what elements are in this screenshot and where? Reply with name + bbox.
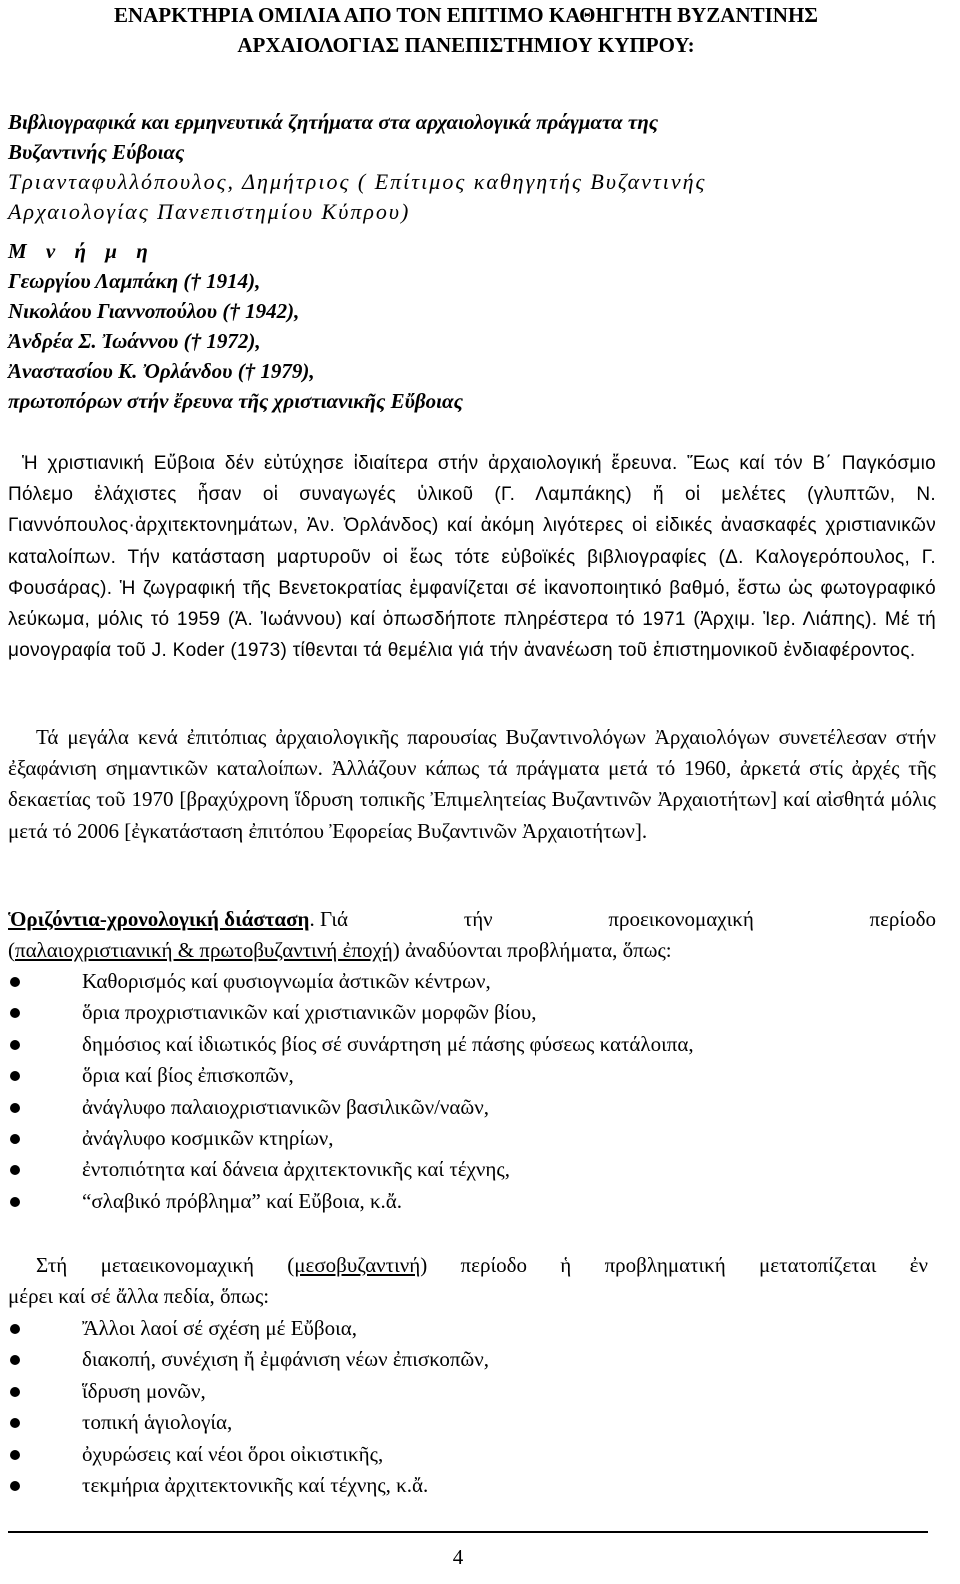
bullet-icon	[10, 1134, 20, 1144]
bullet-icon	[10, 1008, 20, 1018]
paragraph-text: Τά μεγάλα κενά ἐπιτόπιας ἀρχαιολογικῆς παρουσίας Βυζαντινολόγων Ἀρχαιολόγων συνετέλεσαν στήν ἐξαφάνιση σημαντικῶν καταλοίπων. Ἀλλάζουν κάπως τά πράγματα μετά τό 1960, ἀρκετά στίς ἀρχές τῆς δεκαετίας τοῦ 1970 [βραχύχρονη ἵδρυση τοπικῆς Ἐπιμελητείας Βυζαντινῶν Ἀρχαιοτήτων] καί αἰσθητά μόλις μετά τό 2006 [ἐγκατάσταση ἐπιτόπου Ἐφορείας Βυζαντινῶν Ἀρχαιοτήτων].	[8, 725, 936, 843]
bullet-icon	[10, 1324, 20, 1334]
list-item: τοπική ἁγιολογία,	[8, 1407, 928, 1438]
bullet-icon	[10, 1103, 20, 1113]
bullet-icon	[10, 1481, 20, 1491]
article-title-line-1: Βιβλιογραφικά και ερμηνευτικά ζητήματα στα αρχαιολογικά πράγματα της	[8, 110, 659, 134]
list-item: τεκμήρια ἀρχιτεκτονικῆς καί τέχνης, κ.ἄ.	[8, 1470, 928, 1501]
list-item: ὅρια προχριστιανικῶν καί χριστιανικῶν μορφῶν βίου,	[8, 997, 928, 1028]
dedication-line: Νικολάου Γιαννοπούλου († 1942),	[8, 299, 300, 323]
period-label: μεσοβυζαντινή	[294, 1253, 421, 1277]
section-label: Ὁριζόντια-χρονολογική διάσταση	[8, 907, 310, 931]
list-item: ὀχυρώσεις καί νέοι ὅροι οἰκιστικῆς,	[8, 1439, 928, 1470]
dedication-block	[8, 236, 908, 416]
bullet-icon	[10, 1387, 20, 1397]
list-item: ἀνάγλυφο κοσμικῶν κτηρίων,	[8, 1123, 928, 1154]
heading-line-2: ΑΡΧΑΙΟΛΟΓΙΑΣ ΠΑΝΕΠΙΣΤΗΜΙΟΥ ΚΥΠΡΟΥ:	[237, 33, 695, 57]
paragraph-line: Ὁριζόντια-χρονολογική διάσταση. Γιά τήν προεικονομαχική περίοδο	[8, 907, 936, 931]
list-item: ἀνάγλυφο παλαιοχριστιανικῶν βασιλικῶν/ναῶν,	[8, 1092, 928, 1123]
author-line	[8, 167, 908, 227]
paragraph-line: (παλαιοχριστιανική & πρωτοβυζαντινή ἐποχή) ἀναδύονται προβλήματα, ὅπως:	[8, 938, 672, 962]
list-item: ὅρια καί βίος ἐπισκοπῶν,	[8, 1060, 928, 1091]
paragraph-line: μέρει καί σέ ἄλλα πεδία, ὅπως:	[8, 1284, 270, 1308]
list-item: ἐντοπιότητα καί δάνεια ἀρχιτεκτονικῆς καί τέχνης,	[8, 1154, 928, 1185]
bullet-list-early-period	[8, 966, 928, 1217]
bullet-list-middle-period	[8, 1313, 928, 1501]
paragraph-text: Ἡ χριστιανική Εὔβοια δέν εὐτύχησε ἰδιαίτερα στήν ἀρχαιολογική ἔρευνα. Ἕως καί τόν Β΄ Παγκόσμιο Πόλεμο ἐλάχιστες ἦσαν οἱ συναγωγές ὑλικοῦ (Γ. Λαμπάκης) ἤ οἱ μελέτες (γλυπτῶν, Ν. Γιαννόπουλος·ἀρχιτεκτονημάτων, Ἀν. Ὀρλάνδος) καί ἀκόμη λιγότερες οἱ εἰδικές ἀνασκαφές χριστιανικῶν καταλοίπων. Τήν κατάσταση μαρτυροῦν οἱ ἕως τότε εὐβοϊκές βιβλιογραφίες (Δ. Καλογερόπουλος, Γ. Φουσάρας). Ἡ ζωγραφική τῆς Βενετοκρατίας ἐμφανίζεται σέ ἱκανοποιητικό βαθμό, ἔστω ὡς φωτογραφικό λεύκωμα, μόλις τό 1959 (Ἀ. Ἰωάννου) καί ὁπωσδήποτε πληρέστερα τό 1971 (Ἀρχιμ. Ἱερ. Λιάπης). Μέ τή μονογραφία τοῦ J. Koder (1973) τίθενται τά θεμέλια γιά τήν ἀνανέωση τοῦ ἐπιστημονικοῦ ἐνδιαφέροντος.	[8, 453, 936, 662]
article-title-line-2: Βυζαντινής Εύβοιας	[8, 140, 185, 164]
bullet-icon	[10, 1040, 20, 1050]
dedication-label: Μ ν ή μ η	[8, 239, 155, 263]
author-line-2: Αρχαιολογίας Πανεπιστημίου Κύπρου)	[8, 199, 411, 224]
bullet-icon	[10, 1450, 20, 1460]
page-number: 4	[452, 1545, 464, 1569]
list-item: δημόσιος καί ἰδιωτικός βίος σέ συνάρτηση μέ πάσης φύσεως κατάλοιπα,	[8, 1029, 928, 1060]
dedication-line: Γεωργίου Λαμπάκη († 1914),	[8, 269, 261, 293]
page-heading	[0, 0, 932, 60]
footer-divider	[8, 1531, 928, 1533]
period-label: παλαιοχριστιανική & πρωτοβυζαντινή ἐποχή	[15, 938, 393, 962]
bullet-icon	[10, 1418, 20, 1428]
author-line-1: Τριανταφυλλόπουλος, Δημήτριος ( Επίτιμος καθηγητής Βυζαντινής	[8, 169, 707, 194]
dedication-line: Ἀνδρέα Σ. Ἰωάννου († 1972),	[8, 329, 261, 353]
bullet-icon	[10, 1355, 20, 1365]
article-title	[8, 107, 908, 167]
bullet-icon	[10, 977, 20, 987]
list-item: διακοπή, συνέχιση ἤ ἐμφάνιση νέων ἐπισκοπῶν,	[8, 1344, 928, 1375]
paragraph-gaps	[8, 722, 936, 847]
paragraph-horizontal-dimension	[8, 904, 936, 966]
list-item: ἵδρυση μονῶν,	[8, 1376, 928, 1407]
paragraph-line: Στή μεταεικονομαχική (μεσοβυζαντινή) περίοδο ἡ προβληματική μετατοπίζεται ἐν	[36, 1253, 928, 1277]
bullet-icon	[10, 1071, 20, 1081]
dedication-line: πρωτοπόρων στήν ἔρευνα τῆς χριστιανικῆς Εὔβοιας	[8, 389, 463, 413]
paragraph-middle-period	[8, 1250, 928, 1312]
paragraph-introduction	[8, 448, 936, 666]
bullet-icon	[10, 1165, 20, 1175]
list-item: Ἄλλοι λαοί σέ σχέση μέ Εὔβοια,	[8, 1313, 928, 1344]
heading-line-1: ΕΝΑΡΚΤΗΡΙΑ ΟΜΙΛΙΑ ΑΠΟ ΤΟΝ ΕΠΙΤΙΜΟ ΚΑΘΗΓΗΤΗ ΒΥΖΑΝΤΙΝΗΣ	[113, 3, 819, 27]
list-item: “σλαβικό πρόβλημα” καί Εὔβοια, κ.ἄ.	[8, 1186, 928, 1217]
list-item: Καθορισμός καί φυσιογνωμία ἀστικῶν κέντρων,	[8, 966, 928, 997]
bullet-icon	[10, 1197, 20, 1207]
dedication-line: Ἀναστασίου Κ. Ὀρλάνδου († 1979),	[8, 359, 315, 383]
